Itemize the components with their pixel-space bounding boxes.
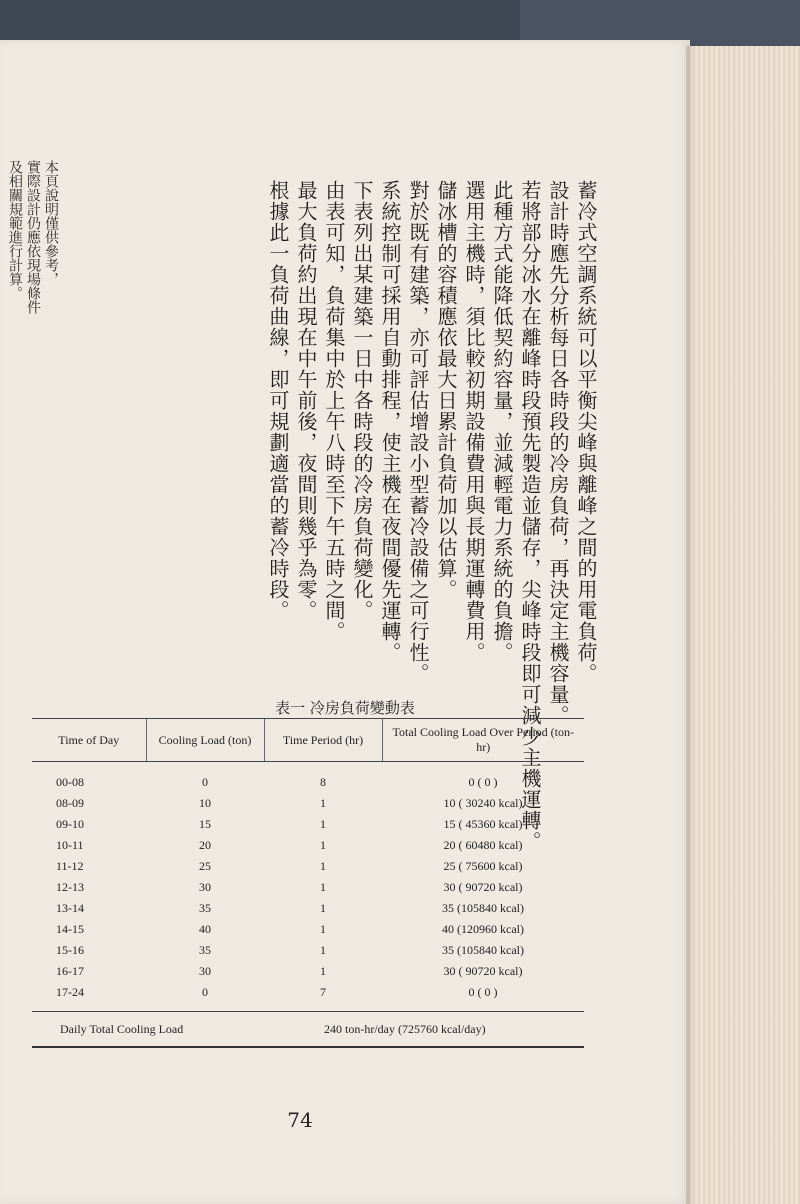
cell-load: 25 — [199, 859, 211, 873]
cell-time: 12-13 — [56, 880, 84, 894]
body-text: 蓄冷式空調系統可以平衡尖峰與離峰之間的用電負荷。 設計時應先分析每日各時段的冷房負荷，再決定主機容量。 若將部分冰水在離峰時段預先製造並儲存，尖峰時段即可減少主機運轉。 此種方式能降低契約容量，並減輕電力系統的負擔。 選用主機時，須比較初期設備費用與長期運轉費用。 儲冰槽的容積應依最大日累計負荷加以估算。 對於既有建築，亦可評估增設小型蓄冷設備之可行性。 系統控制可採用自動排程，使主機在夜間優先運轉。 下表列出某建築一日中各時段的冷房負荷變化。 由表可知，負荷集中於上午八時至下午五時之間。 最大負荷約出現在中午前後，夜間則幾乎為零。 根據此一負荷曲線，即可規劃適當的蓄冷時段。 — [266, 180, 598, 852]
header-time-period: Time Period (hr) — [264, 719, 382, 762]
table-row — [32, 919, 584, 940]
cell-time: 13-14 — [56, 901, 84, 915]
table-row — [32, 898, 584, 919]
table-row — [32, 856, 584, 877]
cell-load: 0 — [202, 775, 208, 789]
cell-period: 1 — [320, 859, 326, 873]
cell-load: 30 — [199, 964, 211, 978]
table-row — [32, 762, 584, 794]
table-row — [32, 814, 584, 835]
cell-total: 35 (105840 kcal) — [442, 901, 524, 915]
cell-total: 30 ( 90720 kcal) — [443, 880, 523, 894]
cell-total: 25 ( 75600 kcal) — [443, 859, 523, 873]
cell-period: 1 — [320, 880, 326, 894]
cooling-load-table — [32, 718, 584, 1048]
header-total-cooling-load: Total Cooling Load Over Period (ton-hr) — [382, 719, 584, 762]
cell-time: 11-12 — [56, 859, 84, 873]
cell-period: 1 — [320, 901, 326, 915]
table-row — [32, 877, 584, 898]
total-label: Daily Total Cooling Load — [32, 1012, 264, 1048]
total-value: 240 ton-hr/day (725760 kcal/day) — [264, 1012, 584, 1048]
table-row — [32, 961, 584, 982]
header-time-of-day: Time of Day — [32, 719, 146, 762]
table-row — [32, 982, 584, 1012]
cell-period: 8 — [320, 775, 326, 789]
cell-period: 1 — [320, 964, 326, 978]
cell-time: 17-24 — [56, 985, 84, 999]
cell-total: 30 ( 90720 kcal) — [443, 964, 523, 978]
cell-time: 09-10 — [56, 817, 84, 831]
table-row — [32, 835, 584, 856]
cell-period: 1 — [320, 838, 326, 852]
margin-note: 本頁說明僅供參考， 實際設計仍應依現場條件 及相關規範進行計算。 — [7, 160, 59, 314]
header-cooling-load: Cooling Load (ton) — [146, 719, 264, 762]
cell-load: 35 — [199, 901, 211, 915]
cell-total: 35 (105840 kcal) — [442, 943, 524, 957]
cell-total: 20 ( 60480 kcal) — [443, 838, 523, 852]
cell-period: 1 — [320, 922, 326, 936]
cell-load: 40 — [199, 922, 211, 936]
table-row — [32, 793, 584, 814]
table-header-row — [32, 719, 584, 762]
cell-time: 00-08 — [56, 775, 84, 789]
cell-time: 15-16 — [56, 943, 84, 957]
cell-load: 20 — [199, 838, 211, 852]
cell-load: 15 — [199, 817, 211, 831]
cell-total: 40 (120960 kcal) — [442, 922, 524, 936]
cell-load: 30 — [199, 880, 211, 894]
cell-total: 10 ( 30240 kcal) — [443, 796, 523, 810]
cell-period: 7 — [320, 985, 326, 999]
table-row — [32, 940, 584, 961]
cell-time: 10-11 — [56, 838, 84, 852]
page-edges — [686, 46, 800, 1204]
page-number: 74 — [287, 1108, 313, 1132]
table-caption: 表一 冷房負荷變動表 — [275, 699, 415, 717]
cell-total: 15 ( 45360 kcal) — [443, 817, 523, 831]
table-total-row — [32, 1012, 584, 1048]
cell-time: 16-17 — [56, 964, 84, 978]
page-gutter-shadow — [686, 46, 694, 1204]
cell-period: 1 — [320, 943, 326, 957]
cell-load: 10 — [199, 796, 211, 810]
cell-time: 14-15 — [56, 922, 84, 936]
cell-total: 0 ( 0 ) — [468, 775, 498, 789]
cell-time: 08-09 — [56, 796, 84, 810]
cell-period: 1 — [320, 796, 326, 810]
cell-period: 1 — [320, 817, 326, 831]
cell-load: 35 — [199, 943, 211, 957]
cell-load: 0 — [202, 985, 208, 999]
cell-total: 0 ( 0 ) — [468, 985, 498, 999]
